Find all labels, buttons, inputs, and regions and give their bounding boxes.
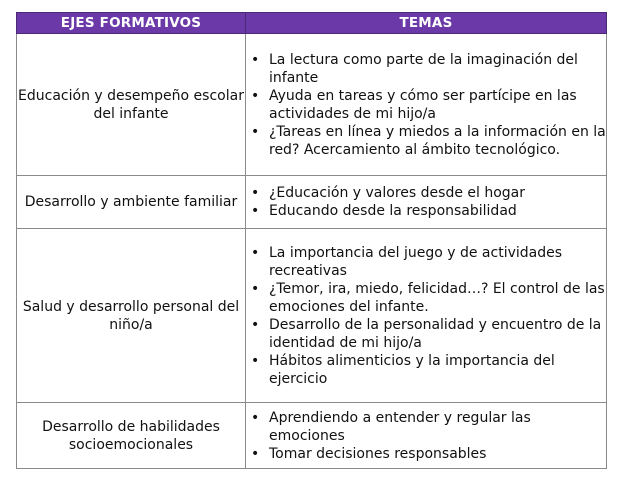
- list-item: • ¿Educación y valores desde el hogar: [246, 184, 606, 202]
- topics-cell: [246, 34, 607, 176]
- list-item: • Tomar decisiones responsables: [246, 445, 606, 463]
- list-item: • ¿Temor, ira, miedo, felicidad…? El control de las emociones del infante.: [246, 280, 606, 316]
- topics-cell: [246, 229, 607, 403]
- topics-list: [246, 244, 606, 388]
- topics-list: [246, 184, 606, 220]
- list-item: • La lectura como parte de la imaginación del infante: [246, 51, 606, 87]
- header-row: [17, 13, 607, 34]
- list-item: • Desarrollo de la personalidad y encuentro de la identidad de mi hijo/a: [246, 316, 606, 352]
- axis-label: Desarrollo y ambiente familiar: [24, 194, 238, 210]
- axis-cell: [17, 176, 246, 229]
- table-row: [17, 176, 607, 229]
- topics-list: [246, 51, 606, 159]
- axis-cell: [17, 34, 246, 176]
- list-item: • La importancia del juego y de actividades recreativas: [246, 244, 606, 280]
- topics-table: [16, 12, 607, 469]
- axis-label: Desarrollo de habilidades socioemocionales: [42, 418, 220, 453]
- table-row: [17, 34, 607, 176]
- table-row: [17, 403, 607, 469]
- list-item: • Educando desde la responsabilidad: [246, 202, 606, 220]
- list-item: • Aprendiendo a entender y regular las emociones: [246, 409, 606, 445]
- axis-label: Salud y desarrollo personal del niño/a: [22, 298, 240, 333]
- list-item: • Ayuda en tareas y cómo ser partícipe en las actividades de mi hijo/a: [246, 87, 606, 123]
- list-item: • ¿Tareas en línea y miedos a la información en la red? Acercamiento al ámbito tecnológico.: [246, 123, 606, 159]
- header-axis: EJES FORMATIVOS: [17, 13, 246, 34]
- topics-list: [246, 409, 606, 463]
- table-row: [17, 229, 607, 403]
- axis-label: Educación y desempeño escolar del infante: [18, 87, 244, 122]
- axis-cell: [17, 403, 246, 469]
- topics-cell: [246, 176, 607, 229]
- topics-cell: [246, 403, 607, 469]
- list-item: • Hábitos alimenticios y la importancia del ejercicio: [246, 352, 606, 388]
- header-topics: TEMAS: [246, 13, 607, 34]
- axis-cell: [17, 229, 246, 403]
